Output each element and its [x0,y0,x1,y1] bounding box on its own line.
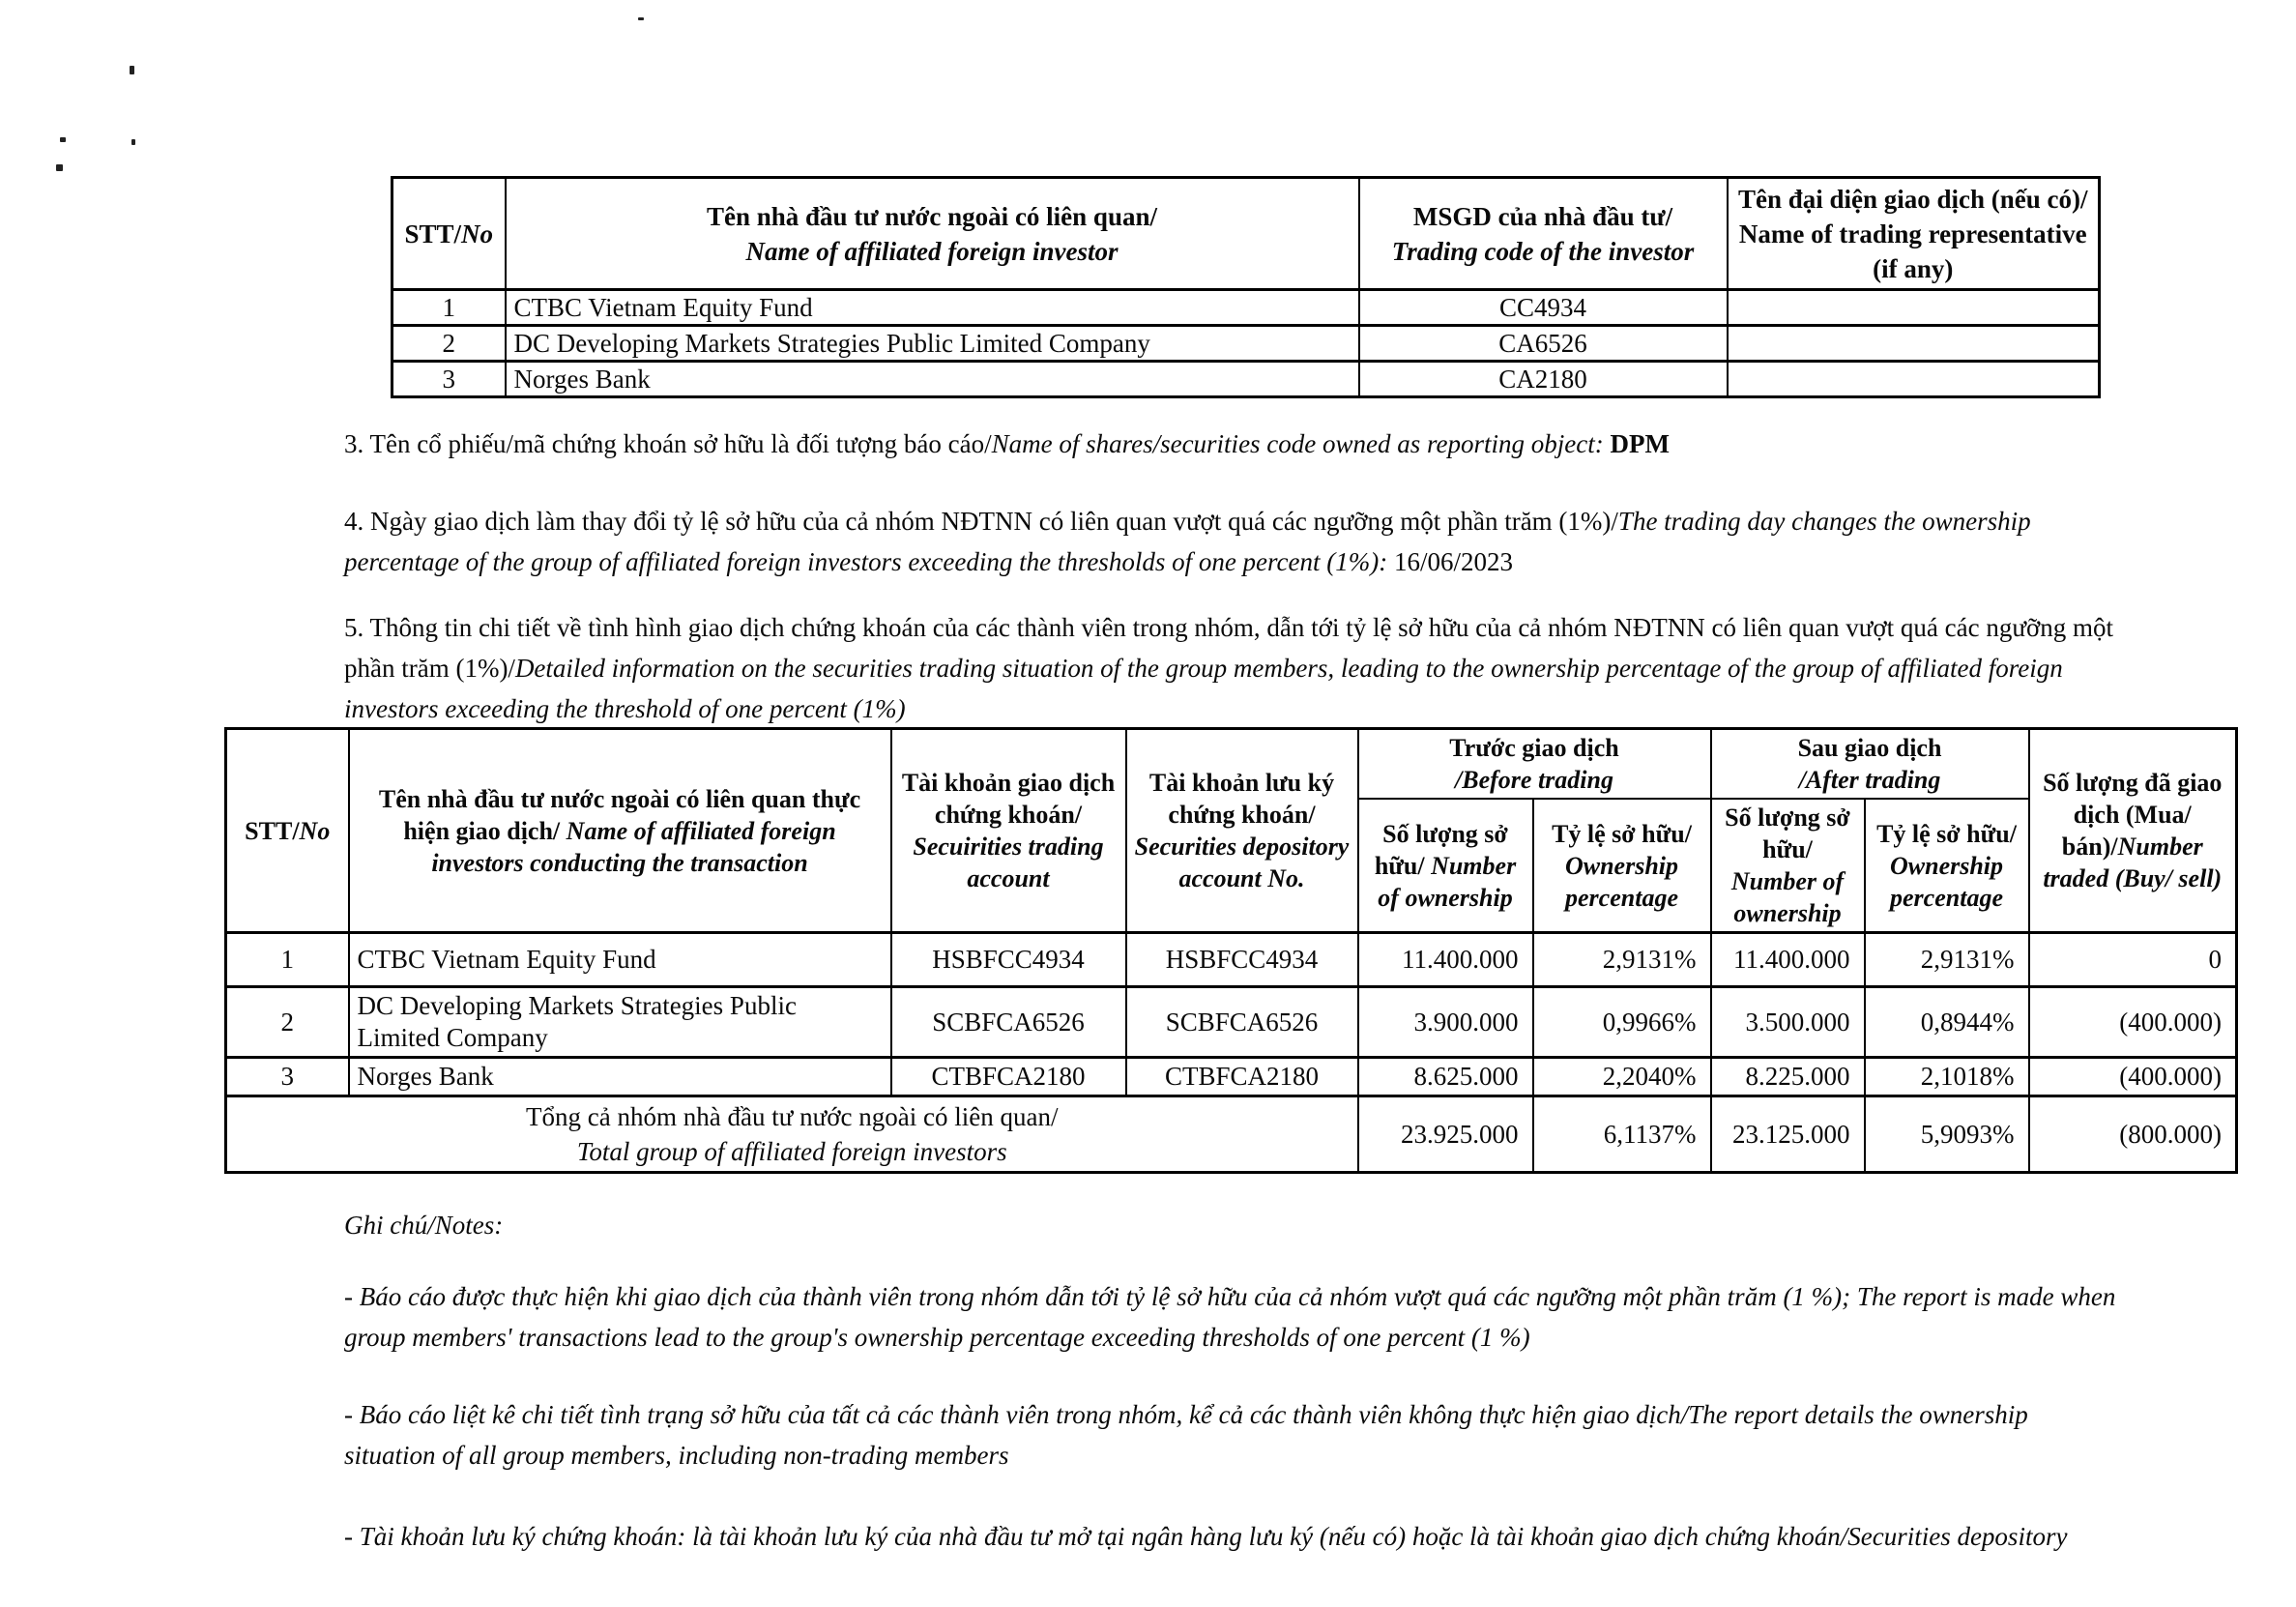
t2-header-pct-after-en: Ownership percentage [1889,851,2004,912]
notes-title: Ghi chú/Notes: [344,1211,504,1240]
t1-row3-rep [1728,362,2100,397]
table-row [226,1058,2237,1096]
t2-header-depo-en: Securities depository account No. [1134,833,1350,892]
t2-row1-traded: 0 [2029,933,2237,987]
t1-header-name [506,178,1359,290]
trading-details-table [224,727,2235,1174]
t2-row3-name: Norges Bank [349,1058,891,1096]
t2-header-qty-after-en: Number of ownership [1730,867,1845,927]
t2-header-qty-before-en: Number of ownership [1378,851,1517,912]
scan-speckle [130,66,134,74]
t2-row3-trading-account: CTBFCA2180 [891,1058,1126,1096]
t1-row3-code: CA2180 [1359,362,1728,397]
t2-header-before-en: /Before trading [1455,766,1613,794]
t2-header-after-en: /After trading [1798,766,1941,794]
t2-header-stt [226,729,349,933]
t2-header-before-trading-group [1358,729,1711,800]
paragraph-securities-code [344,424,2113,464]
t1-row2-rep [1728,326,2100,362]
t2-header-qty-before-vi: Số lượng sở hữu/ [1374,819,1508,880]
t2-row3-pct-after: 2,1018% [1865,1058,2029,1096]
t2-header-pct-before [1533,799,1711,933]
p4-english: The trading day changes the ownership percentage of the group of affiliated foreign investors exceeding the thresholds of one percent (1%): [344,507,2031,576]
t1-row1-no: 1 [392,290,506,326]
t1-header-code-en: Trading code of the investor [1391,236,1695,266]
note-item-1: - Báo cáo được thực hiện khi giao dịch của thành viên trong nhóm dẫn tới tỷ lệ sở hữu của cả nhóm vượt quá các ngưỡng một phần trăm (1 %); The report is made when group members' transactions lead to the group's ownership percentage exceeding thresholds of one percent (1 %) [344,1282,2116,1352]
t2-row2-name: DC Developing Markets Strategies Public Limited Company [349,987,891,1058]
affiliated-investors-table [391,176,2098,398]
t2-header-traded-en: Number traded (Buy/ sell) [2043,833,2223,892]
p5-vietnamese: 5. Thông tin chi tiết về tình hình giao dịch chứng khoán của các thành viên trong nhóm, dẫn tới tỷ lệ sở hữu của cả nhóm NĐTNN có liên quan vượt quá các ngưỡng một phần trăm (1%)/ [344,613,2113,683]
p3-english: Name of shares/securities code owned as reporting object: [991,429,1604,458]
paragraph-detailed-info [344,607,2119,729]
t2-total-traded: (800.000) [2029,1096,2237,1173]
t2-row3-traded: (400.000) [2029,1058,2237,1096]
t2-header-pct-before-vi: Tỷ lệ sở hữu/ [1552,819,1692,848]
t1-row3-name: Norges Bank [506,362,1359,397]
t1-header-code [1359,178,1728,290]
t2-header-depo-vi: Tài khoản lưu ký chứng khoán/ [1148,769,1335,829]
t1-row2-code: CA6526 [1359,326,1728,362]
t1-header-representative [1728,178,2100,290]
table-row [392,362,2100,397]
t2-header-depository-account [1126,729,1358,933]
t2-row3-qty-before: 8.625.000 [1358,1058,1533,1096]
t1-header-name-en: Name of affiliated foreign investor [745,236,1119,266]
t2-row2-depository-account: SCBFCA6526 [1126,987,1358,1058]
t2-header-name-vi: Tên nhà đầu tư nước ngoài có liên quan thực hiện giao dịch/ [378,784,861,845]
t2-total-pct-before: 6,1137% [1533,1096,1711,1173]
p5-english: Detailed information on the securities trading situation of the group members, leading to the ownership percentage of the group of affiliated foreign investors exceeding the threshold of one percent (1%) [344,654,2063,723]
t1-header-rep-label: Tên đại diện giao dịch (nếu có)/ Name of trading representative (if any) [1737,184,2088,283]
t2-header-pct-after [1865,799,2029,933]
t2-header-pct-after-vi: Tỷ lệ sở hữu/ [1876,819,2017,848]
t1-header-stt [392,178,506,290]
t2-row2-no: 2 [226,987,349,1058]
t2-header-stt-vi: STT/ [245,816,300,845]
t2-header-after-vi: Sau giao dịch [1797,734,1942,762]
t2-row1-no: 1 [226,933,349,987]
t2-header-traded-vi: Số lượng đã giao dịch (Mua/ bán)/ [2043,769,2223,861]
t1-header-stt-en: No [461,219,494,248]
t2-total-label [226,1096,1358,1173]
t2-total-label-vi: Tổng cả nhóm nhà đầu tư nước ngoài có liên quan/ [526,1102,1059,1131]
t2-header-qty-after-vi: Số lượng sở hữu/ [1725,804,1850,863]
t2-header-name [349,729,891,933]
t2-header-name-en: Name of affiliated foreign investors conducting the transaction [431,816,836,877]
t1-row1-rep [1728,290,2100,326]
scan-speckle [60,137,66,142]
t2-row2-pct-before: 0,9966% [1533,987,1711,1058]
t1-row1-name: CTBC Vietnam Equity Fund [506,290,1359,326]
t2-row1-qty-after: 11.400.000 [1711,933,1865,987]
t1-header-name-vi: Tên nhà đầu tư nước ngoài có liên quan/ [707,201,1157,231]
t2-row1-name: CTBC Vietnam Equity Fund [349,933,891,987]
t2-row2-qty-after: 3.500.000 [1711,987,1865,1058]
table-row [392,326,2100,362]
t2-row3-no: 3 [226,1058,349,1096]
t2-row1-pct-before: 2,9131% [1533,933,1711,987]
table-row [226,987,2237,1058]
t1-row2-name: DC Developing Markets Strategies Public Limited Company [506,326,1359,362]
t2-row2-qty-before: 3.900.000 [1358,987,1533,1058]
t2-total-pct-after: 5,9093% [1865,1096,2029,1173]
t2-row1-trading-account: HSBFCC4934 [891,933,1126,987]
t2-row2-traded: (400.000) [2029,987,2237,1058]
t1-row3-no: 3 [392,362,506,397]
p3-ticker-value: DPM [1603,429,1670,458]
t2-header-qty-after [1711,799,1865,933]
t2-header-qty-before [1358,799,1533,933]
p4-vietnamese: 4. Ngày giao dịch làm thay đổi tỷ lệ sở hữu của cả nhóm NĐTNN có liên quan vượt quá các ngưỡng một phần trăm (1%)/ [344,507,1618,536]
p3-vietnamese: 3. Tên cổ phiếu/mã chứng khoán sở hữu là đối tượng báo cáo/ [344,429,992,458]
notes-section [344,1205,2119,1557]
t2-total-qty-after: 23.125.000 [1711,1096,1865,1173]
t1-header-stt-vi: STT/ [404,219,462,248]
note-item-2: - Báo cáo liệt kê chi tiết tình trạng sở hữu của tất cả các thành viên trong nhóm, kể cả các thành viên không thực hiện giao dịch/The report details the ownership situation of all group members, including non-trading members [344,1400,2028,1470]
t2-header-stt-en: No [299,816,331,845]
note-item-3: - Tài khoản lưu ký chứng khoán: là tài khoản lưu ký của nhà đầu tư mở tại ngân hàng lưu ký (nếu có) hoặc là tài khoản giao dịch chứng khoán/Securities depository [344,1522,2068,1551]
t1-row1-code: CC4934 [1359,290,1728,326]
t2-row3-pct-before: 2,2040% [1533,1058,1711,1096]
t2-header-after-trading-group [1711,729,2029,800]
t2-header-before-vi: Trước giao dịch [1449,734,1619,762]
t2-row3-qty-after: 8.225.000 [1711,1058,1865,1096]
t2-row1-depository-account: HSBFCC4934 [1126,933,1358,987]
t2-total-label-en: Total group of affiliated foreign investors [576,1137,1007,1166]
paragraph-trading-day [344,501,2119,582]
p4-date-value: 16/06/2023 [1387,547,1514,576]
scan-speckle [638,17,644,20]
t2-row1-qty-before: 11.400.000 [1358,933,1533,987]
t2-header-number-traded [2029,729,2237,933]
t1-header-code-vi: MSGD của nhà đầu tư/ [1412,201,1673,231]
table-total-row [226,1096,2237,1173]
table-row [226,933,2237,987]
t2-row2-pct-after: 0,8944% [1865,987,2029,1058]
t2-header-trading-en: Secuirities trading account [913,833,1104,892]
t2-row1-pct-after: 2,9131% [1865,933,2029,987]
t1-row2-no: 2 [392,326,506,362]
t2-row3-depository-account: CTBFCA2180 [1126,1058,1358,1096]
t2-total-qty-before: 23.925.000 [1358,1096,1533,1173]
t2-header-pct-before-en: Ownership percentage [1564,851,1679,912]
scan-speckle [56,164,63,171]
t2-header-trading-vi: Tài khoản giao dịch chứng khoán/ [901,769,1116,829]
table-row [392,290,2100,326]
scan-speckle [131,139,135,145]
t2-header-trading-account [891,729,1126,933]
t2-row2-trading-account: SCBFCA6526 [891,987,1126,1058]
